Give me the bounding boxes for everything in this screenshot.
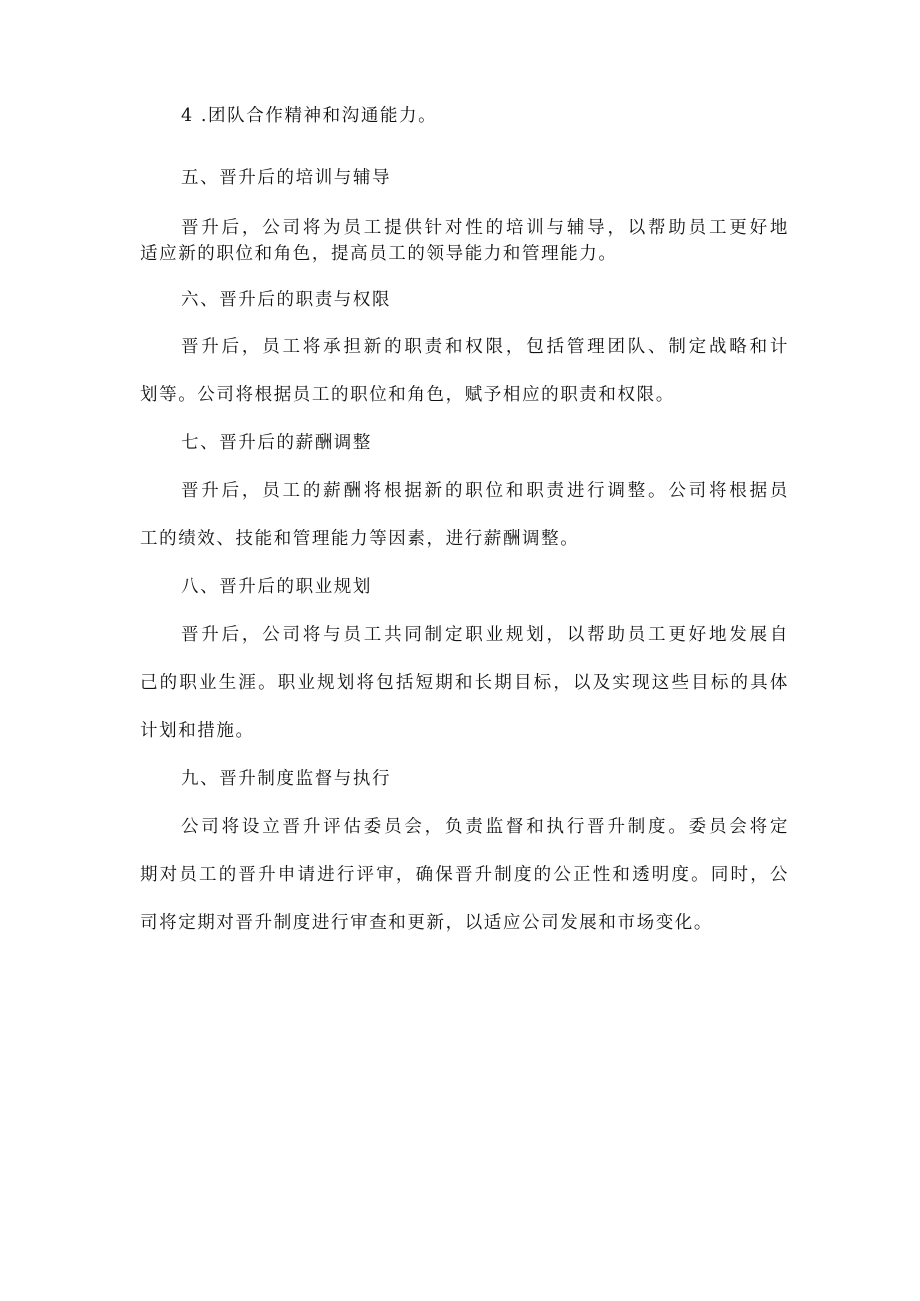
paragraph-line: 计划和措施。 (140, 721, 255, 741)
section-heading-6: 六、晋升后的职责与权限 (181, 290, 392, 310)
paragraph-line: 划等。公司将根据员工的职位和角色，赋予相应的职责和权限。 (140, 385, 675, 405)
paragraph-line: 公司将设立晋升评估委员会，负责监督和执行晋升制度。委员会将定 (181, 817, 789, 837)
paragraph-line: 晋升后，公司将与员工共同制定职业规划，以帮助员工更好地发展自 (181, 625, 789, 645)
paragraph-line: 晋升后，员工将承担新的职责和权限，包括管理团队、制定战略和计 (181, 337, 789, 357)
paragraph-line: 晋升后，公司将为员工提供针对性的培训与辅导，以帮助员工更好地 (181, 218, 789, 238)
section-heading-7: 七、晋升后的薪酬调整 (181, 433, 372, 453)
paragraph-line: 适应新的职位和角色，提高员工的领导能力和管理能力。 (140, 244, 618, 264)
paragraph-line: 司将定期对晋升制度进行审查和更新，以适应公司发展和市场变化。 (140, 913, 713, 933)
paragraph-line: 己的职业生涯。职业规划将包括短期和长期目标，以及实现这些目标的具体 (140, 673, 789, 693)
paragraph-line: 晋升后，员工的薪酬将根据新的职位和职责进行调整。公司将根据员 (181, 481, 789, 501)
paragraph-line: 工的绩效、技能和管理能力等因素，进行薪酬调整。 (140, 529, 580, 549)
paragraph-line: 期对员工的晋升申请进行评审，确保晋升制度的公正性和透明度。同时，公 (140, 865, 789, 885)
list-item-4: 4 .团队合作精神和沟通能力。 (181, 106, 438, 126)
section-heading-5: 五、晋升后的培训与辅导 (181, 168, 392, 188)
section-heading-8: 八、晋升后的职业规划 (181, 577, 372, 597)
section-heading-9: 九、晋升制度监督与执行 (181, 769, 392, 789)
